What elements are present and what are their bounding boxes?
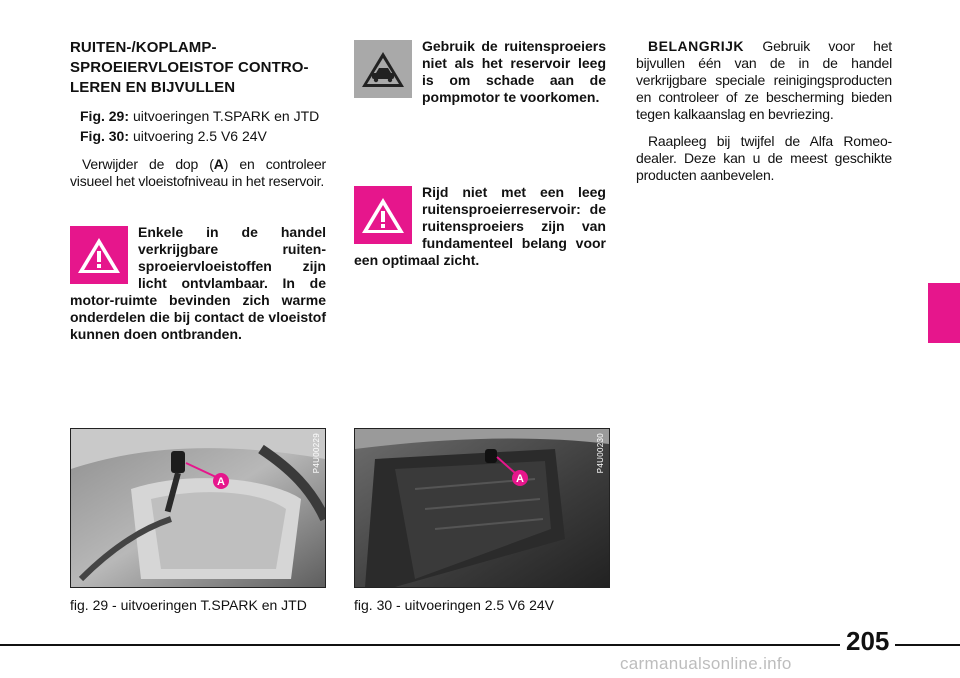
section-heading: RUITEN-/KOPLAMP-SPROEIERVLOEISTOF CONTRO-LEREN EN BIJVULLEN bbox=[70, 39, 309, 96]
footer-rule bbox=[0, 644, 960, 646]
svg-text:A: A bbox=[516, 473, 524, 485]
figure-code: P4U00229 bbox=[312, 433, 321, 474]
empty-reservoir-warning bbox=[354, 184, 606, 269]
car-caution-icon bbox=[354, 40, 412, 98]
flammable-warning-text: Enkele in de handel verkrijgbare ruiten-sproeiervloeistoffen zijn licht ontvlambaar. In de motor-ruimte bevinden zich warme onderdelen die bij contact de vloeistof kunnen doen ontbranden. bbox=[70, 224, 326, 342]
check-instructions bbox=[70, 156, 326, 190]
important-label: BELANGRIJK bbox=[648, 38, 745, 54]
figure-30-photo bbox=[354, 428, 610, 588]
svg-text:A: A bbox=[217, 476, 225, 488]
flammable-warning-block bbox=[70, 224, 326, 343]
flammable-warning bbox=[70, 224, 326, 343]
empty-reservoir-warning-text: Rijd niet met een leeg ruitensproeierreservoir: de ruitensproeiers zijn van fundamenteel belang voor een optimaal zicht. bbox=[354, 184, 606, 268]
dealer-paragraph: Raapleeg bij twijfel de Alfa Romeo-dealer. Deze kan u de meest geschikte producten aanbevelen. bbox=[636, 133, 892, 183]
page-number: 205 bbox=[840, 626, 895, 656]
fig30-label: Fig. 30: bbox=[80, 128, 130, 144]
fig30-line bbox=[70, 126, 326, 146]
warning-triangle-icon bbox=[354, 186, 412, 244]
pump-note-text: Gebruik de ruitensproeiers niet als het reservoir leeg is om schade aan de pompmotor te voorkomen. bbox=[422, 38, 606, 105]
figure-29-photo bbox=[70, 428, 326, 588]
fig29-label: Fig. 29: bbox=[80, 108, 130, 124]
important-paragraph bbox=[636, 38, 892, 123]
warning-triangle-icon bbox=[70, 226, 128, 284]
important-text: Gebruik voor het bijvullen één van de in de handel verkrijgbare speciale reinigingsproducten en controleer of ze bescherming bieden tegen kalkaanslag en bevriezing. bbox=[636, 38, 892, 122]
column-middle bbox=[354, 38, 606, 269]
column-right bbox=[636, 38, 892, 184]
column-left bbox=[70, 38, 326, 343]
figure-code: P4U00230 bbox=[596, 433, 605, 474]
section-tab bbox=[928, 283, 960, 343]
fig29-text: uitvoeringen T.SPARK en JTD bbox=[133, 108, 320, 124]
watermark-logo: carmanualsonline.info bbox=[620, 654, 792, 673]
body-text-pre: Verwijder de dop ( bbox=[82, 156, 214, 172]
pump-note bbox=[354, 38, 606, 106]
body-marker-a: A bbox=[213, 156, 224, 172]
figure-30-caption: fig. 30 - uitvoeringen 2.5 V6 24V bbox=[354, 597, 555, 613]
empty-reservoir-warning-block bbox=[354, 184, 606, 269]
body-text-post: ) en controleer visueel het vloeistofniveau in het reservoir. bbox=[70, 156, 326, 189]
fig30-text: uitvoering 2.5 V6 24V bbox=[133, 128, 267, 144]
fig29-line bbox=[70, 106, 326, 126]
figure-29-caption: fig. 29 - uitvoeringen T.SPARK en JTD bbox=[70, 597, 307, 613]
